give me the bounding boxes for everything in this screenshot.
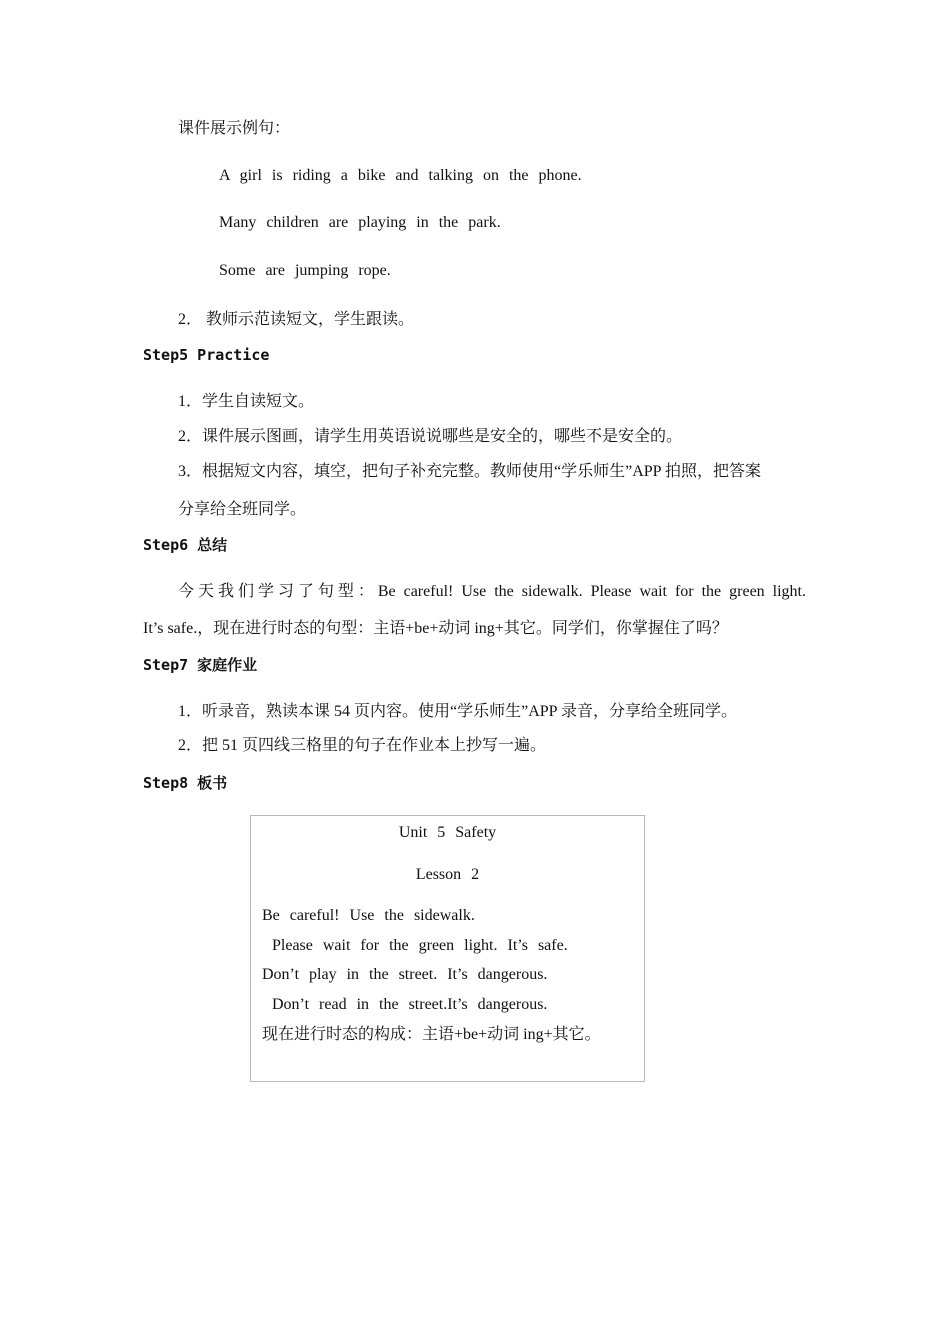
step5-item-3: 3．根据短文内容，填空，把句子补充完整。教师使用“学乐师生”APP 拍照，把答案 [178,463,761,480]
step5-item-3-continued: 分享给全班同学。 [178,501,307,518]
board-line-1: Be careful! Use the sidewalk. [262,907,475,924]
blackboard-design-box [250,815,645,1082]
step5-item-1: 1．学生自读短文。 [178,393,315,410]
board-line-4: Don’t read in the street.It’s dangerous. [262,996,548,1013]
step5-heading: Step5 Practice [143,346,270,364]
example-sentence-1: A girl is riding a bike and talking on the phone. [219,167,582,184]
item-2-reading: 2． 教师示范读短文，学生跟读。 [178,311,415,328]
example-sentence-2: Many children are playing in the park. [219,214,501,231]
step6-summary-line-2: It’s safe.，现在进行时态的句型：主语+be+动词 ing+其它。同学们，你掌握住了吗？ [143,620,728,637]
step7-item-1: 1．听录音，熟读本课 54 页内容。使用“学乐师生”APP 录音，分享给全班同学。 [178,703,737,720]
board-lesson: Lesson 2 [415,866,480,883]
board-line-2: Please wait for the green light. It’s safe. [262,937,568,954]
board-line-3: Don’t play in the street. It’s dangerous. [262,966,548,983]
step8-heading: Step8 板书 [143,774,228,792]
step5-item-2: 2．课件展示图画，请学生用英语说说哪些是安全的，哪些不是安全的。 [178,428,683,445]
step7-heading: Step7 家庭作业 [143,656,258,674]
step7-item-2: 2．把 51 页四线三格里的句子在作业本上抄写一遍。 [178,737,547,754]
step6-summary-line-1: 今天我们学习了句型：Be careful! Use the sidewalk. Please wait for the green light. [178,583,806,600]
board-title: Unit 5 Safety [398,824,497,841]
step6-heading: Step6 总结 [143,536,228,554]
intro-label: 课件展示例句： [178,120,291,137]
example-sentence-3: Some are jumping rope. [219,262,391,279]
board-line-5: 现在进行时态的构成：主语+be+动词 ing+其它。 [262,1026,601,1043]
